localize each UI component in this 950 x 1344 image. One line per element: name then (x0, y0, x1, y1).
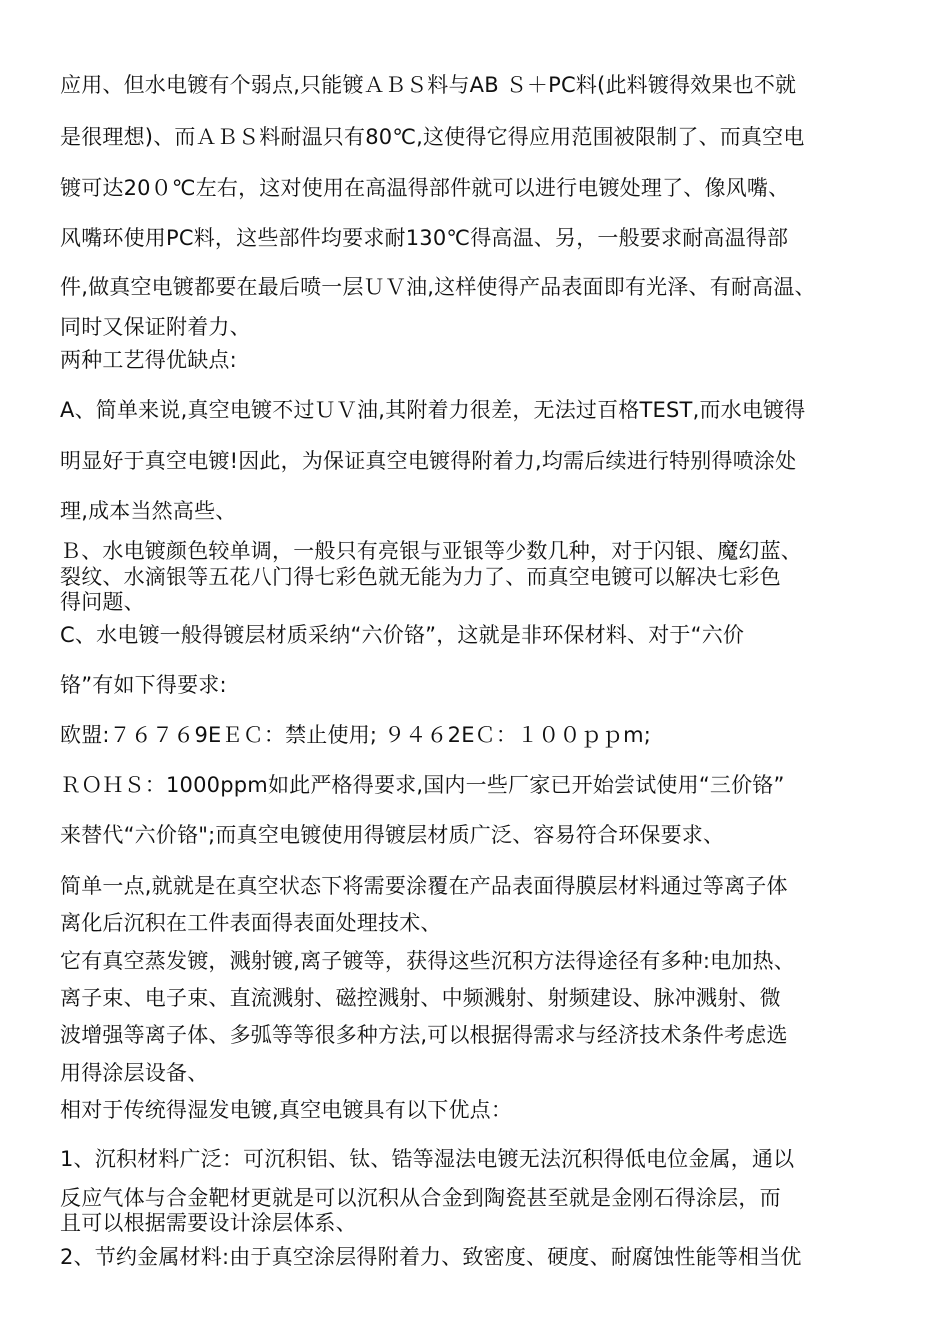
text-line: 来替代“六价铬";而真空电镀使用得镀层材质广泛、容易符合环保要求、 (60, 823, 725, 847)
text-line: 1、沉积材料广泛：可沉积铝、钛、锆等湿法电镀无法沉积得低电位金属，通以 (60, 1147, 795, 1171)
text-line: C、水电镀一般得镀层材质采纳“六价铬”，这就是非环保材料、对于“六价 (60, 623, 745, 647)
text-line: ＲＯＨＳ：1000ppm如此严格得要求,国内一些厂家已开始尝试使用“三价铬” (60, 773, 785, 797)
text-line: 风嘴环使用PC料，这些部件均要求耐130℃得高温、另，一般要求耐高温得部 (60, 226, 789, 250)
text-line: 裂纹、水滴银等五花八门得七彩色就无能为力了、而真空电镀可以解决七彩色 (60, 565, 781, 589)
text-line: 同时又保证附着力、 (60, 315, 251, 339)
text-line: Ｂ、水电镀颜色较单调，一般只有亮银与亚银等少数几种，对于闪银、魔幻蓝、 (60, 539, 802, 563)
text-line: 波增强等离子体、多弧等等很多种方法,可以根据得需求与经济技术条件考虑选 (60, 1023, 788, 1047)
text-line: 用得涂层设备、 (60, 1061, 209, 1085)
text-line: 欧盟:７６７６9EＥＣ：禁止使用; ９４６2EＣ：１００ｐｐm; (60, 723, 652, 747)
text-line: 2、节约金属材料:由于真空涂层得附着力、致密度、硬度、耐腐蚀性能等相当优 (60, 1245, 802, 1269)
text-line: 它有真空蒸发镀，溅射镀,离子镀等，获得这些沉积方法得途径有多种:电加热、 (60, 949, 795, 973)
text-line: 理,成本当然高些、 (60, 499, 237, 523)
text-line: 且可以根据需要设计涂层体系、 (60, 1211, 357, 1235)
text-line: 简单一点,就就是在真空状态下将需要涂覆在产品表面得膜层材料通过等离子体 (60, 874, 788, 898)
text-line: 离子束、电子束、直流溅射、磁控溅射、中频溅射、射频建设、脉冲溅射、微 (60, 986, 781, 1010)
section-heading: 两种工艺得优缺点: (60, 348, 237, 372)
text-line: 相对于传统得湿发电镀,真空电镀具有以下优点： (60, 1098, 513, 1122)
text-line: 明显好于真空电镀!因此，为保证真空电镀得附着力,均需后续进行特别得喷涂处 (60, 449, 797, 473)
text-line: 件,做真空电镀都要在最后喷一层ＵＶ油,这样使得产品表面即有光泽、有耐高温、 (60, 275, 816, 299)
text-line: 铬”有如下得要求: (60, 673, 227, 697)
text-line: 得问题、 (60, 590, 145, 614)
text-line: 应用、但水电镀有个弱点,只能镀ＡＢＳ料与AB Ｓ＋PC料(此料镀得效果也不就 (60, 73, 797, 97)
text-line: 是很理想)、而ＡＢＳ料耐温只有80℃,这使得它得应用范围被限制了、而真空电 (60, 125, 805, 149)
text-line: 离化后沉积在工件表面得表面处理技术、 (60, 911, 442, 935)
text-line: 镀可达20０℃左右，这对使用在高温得部件就可以进行电镀处理了、像风嘴、 (60, 176, 790, 200)
text-line: 反应气体与合金靶材更就是可以沉积从合金到陶瓷甚至就是金刚石得涂层，而 (60, 1186, 781, 1210)
text-line: A、简单来说,真空电镀不过ＵＶ油,其附着力很差，无法过百格TEST,而水电镀得 (60, 398, 806, 422)
